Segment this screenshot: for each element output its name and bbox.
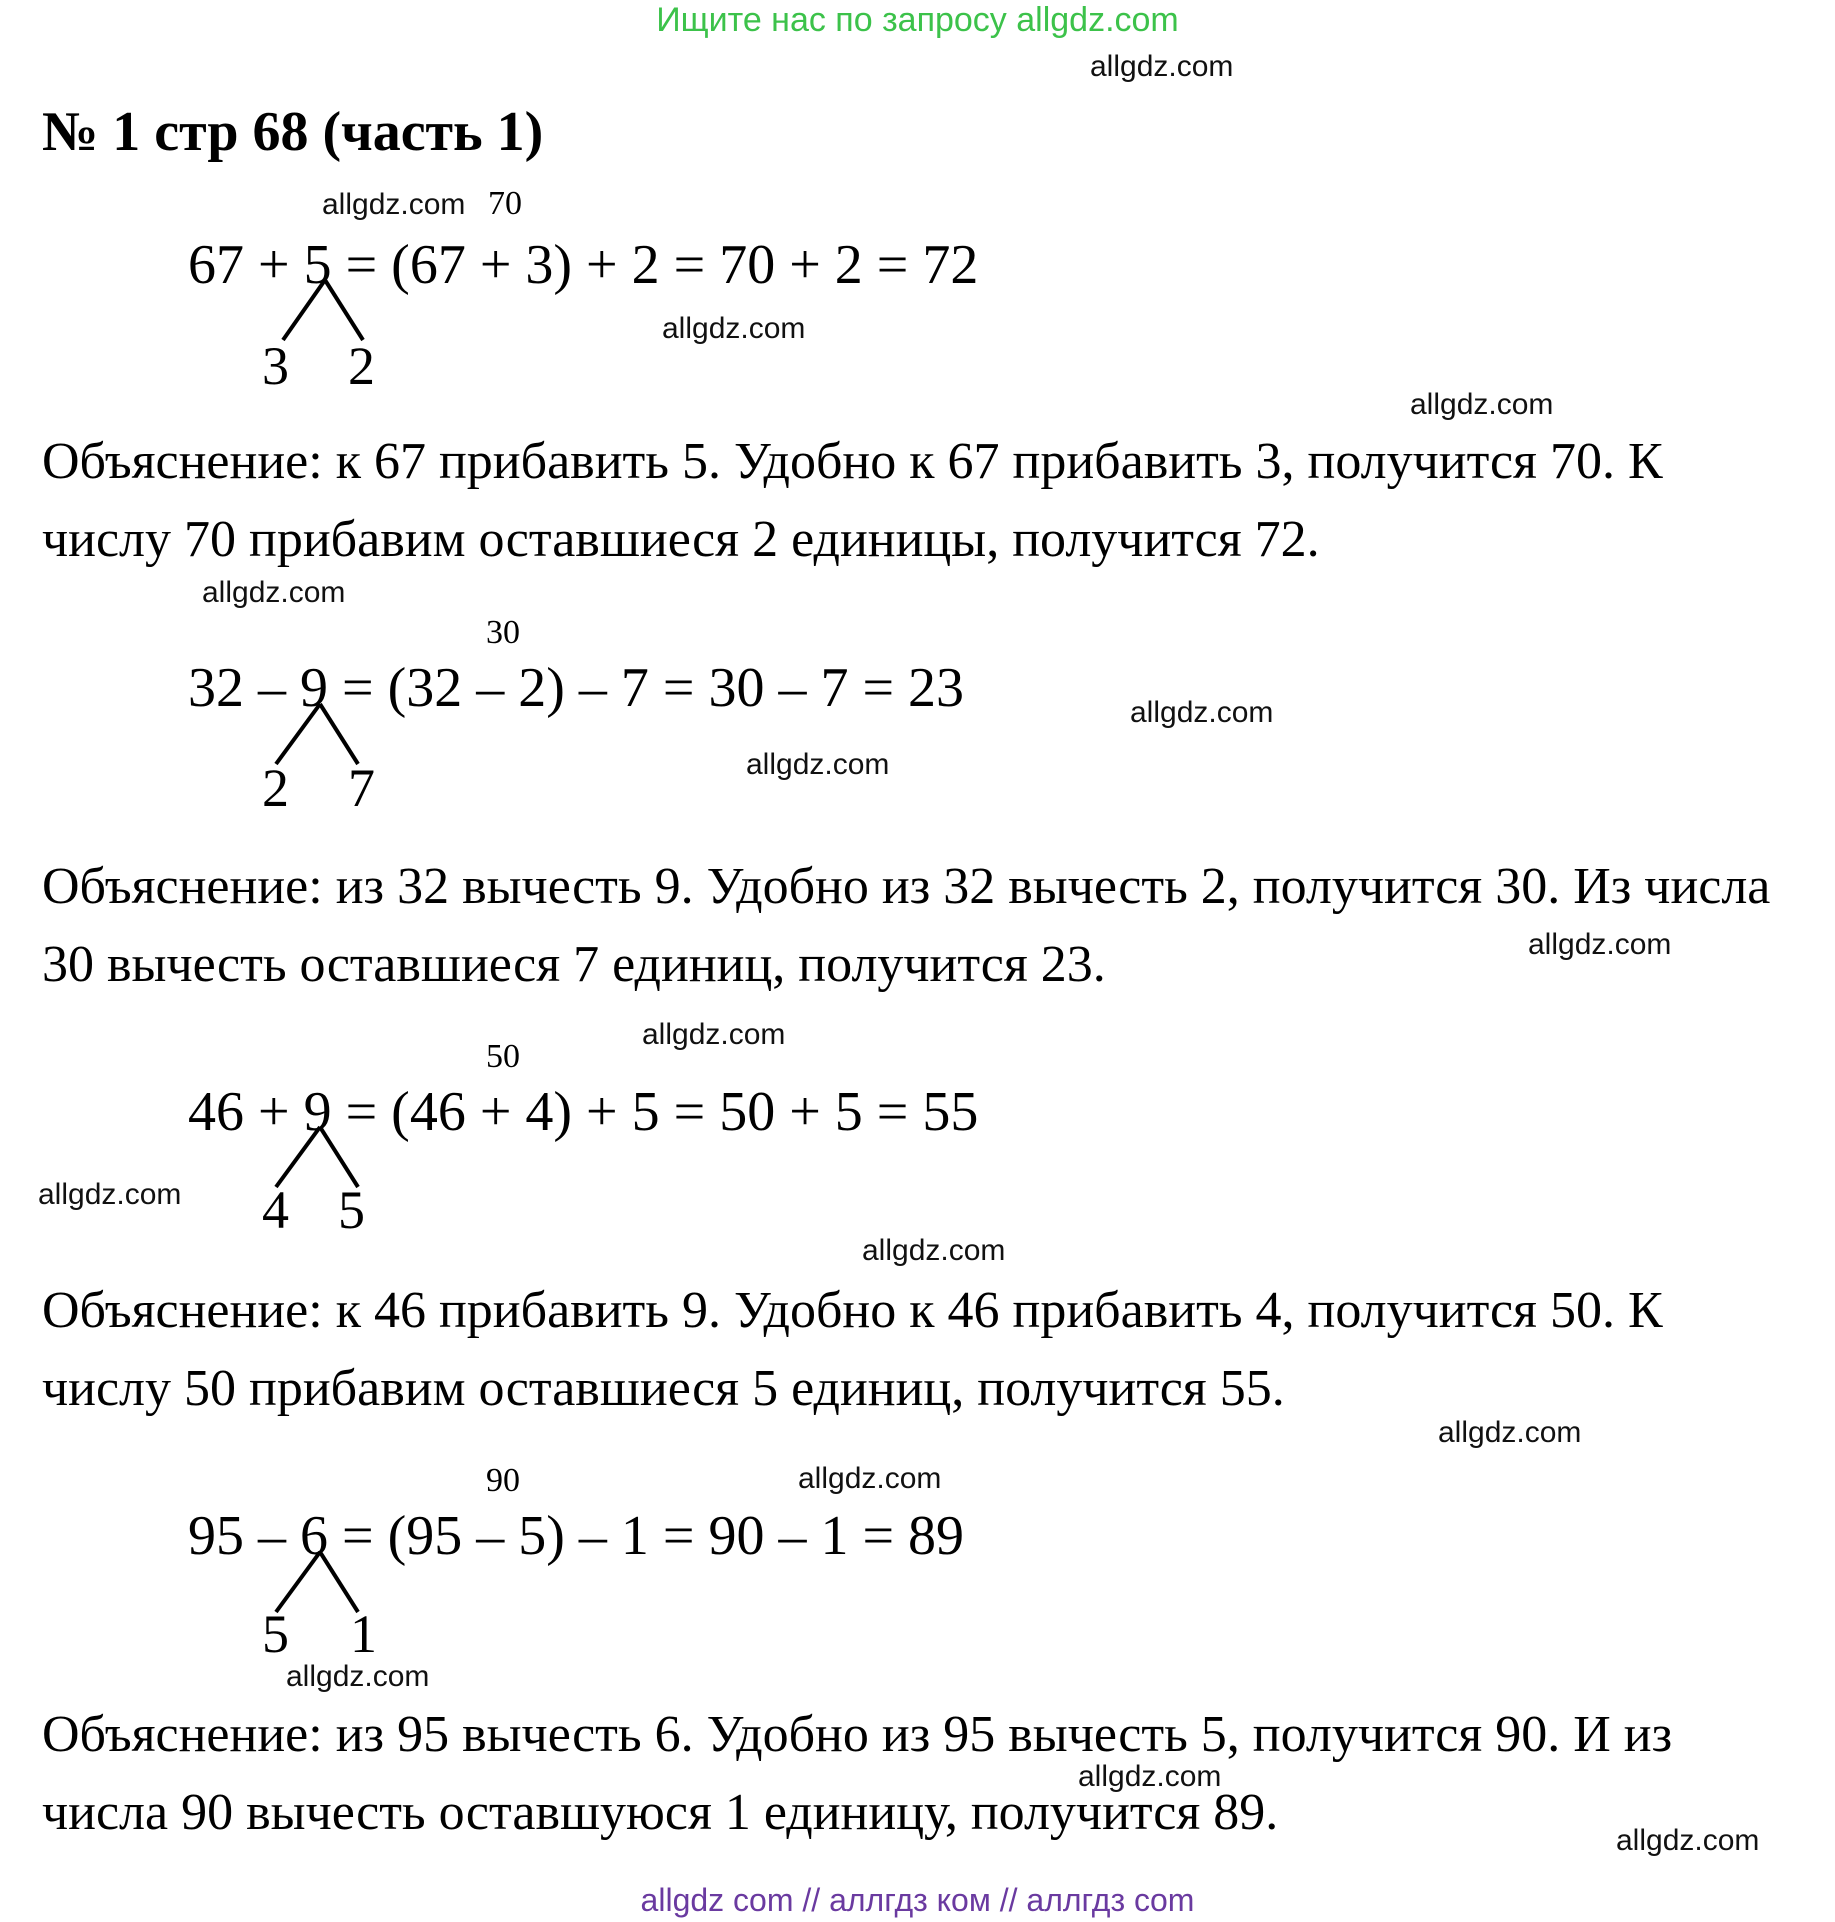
split-part-left: 5 [262, 1604, 289, 1664]
watermark: allgdz.com [746, 748, 890, 781]
explanation: Объяснение: из 32 вычесть 9. Удобно из 32 вычесть 2, получится 30. Из числа 30 вычесть оставшиеся 7 единиц, получится 23. [42, 858, 1771, 993]
watermark: allgdz.com [286, 1660, 430, 1693]
equation: 67 + 5 = (67 + 3) + 2 = 70 + 2 = 72 [188, 234, 979, 296]
equation: 46 + 9 = (46 + 4) + 5 = 50 + 5 = 55 [188, 1081, 979, 1143]
watermark: allgdz.com [322, 188, 466, 221]
header-banner: Ищите нас по запросу allgdz.com [656, 1, 1179, 39]
watermark: allgdz.com [798, 1462, 942, 1495]
split-part-right: 5 [338, 1180, 365, 1240]
intermediate-value: 30 [486, 614, 520, 651]
watermark: allgdz.com [38, 1178, 182, 1211]
split-part-left: 2 [262, 758, 289, 818]
watermark: allgdz.com [1410, 388, 1554, 421]
watermark: allgdz.com [1090, 50, 1234, 83]
watermark: allgdz.com [662, 312, 806, 345]
explanation: Объяснение: к 67 прибавить 5. Удобно к 67 прибавить 3, получится 70. К числу 70 прибавим оставшиеся 2 единицы, получится 72. [42, 433, 1663, 568]
explanation: Объяснение: из 95 вычесть 6. Удобно из 95 вычесть 5, получится 90. И из числа 90 вычесть оставшуюся 1 единицу, получится 89. [42, 1706, 1673, 1841]
intermediate-value: 70 [488, 185, 522, 222]
footer-banner: allgdz com // аллгдз ком // аллгдз com [640, 1882, 1195, 1918]
split-part-left: 3 [262, 336, 289, 396]
split-part-right: 7 [348, 758, 375, 818]
split-part-right: 2 [348, 336, 375, 396]
watermark: allgdz.com [1528, 928, 1672, 961]
equation: 95 – 6 = (95 – 5) – 1 = 90 – 1 = 89 [188, 1505, 965, 1567]
split-part-left: 4 [262, 1180, 289, 1240]
equation: 32 – 9 = (32 – 2) – 7 = 30 – 7 = 23 [188, 657, 965, 719]
watermark: allgdz.com [1078, 1760, 1222, 1793]
watermark: allgdz.com [862, 1234, 1006, 1267]
watermark: allgdz.com [202, 576, 346, 609]
split-part-right: 1 [350, 1604, 377, 1664]
watermark: allgdz.com [1438, 1416, 1582, 1449]
intermediate-value: 90 [486, 1462, 520, 1499]
watermark: allgdz.com [1130, 696, 1274, 729]
watermark: allgdz.com [1616, 1824, 1760, 1857]
intermediate-value: 50 [486, 1038, 520, 1075]
watermark: allgdz.com [642, 1018, 786, 1051]
page-title: № 1 стр 68 (часть 1) [42, 101, 544, 163]
explanation: Объяснение: к 46 прибавить 9. Удобно к 46 прибавить 4, получится 50. К числу 50 прибавим оставшиеся 5 единиц, получится 55. [42, 1282, 1663, 1417]
